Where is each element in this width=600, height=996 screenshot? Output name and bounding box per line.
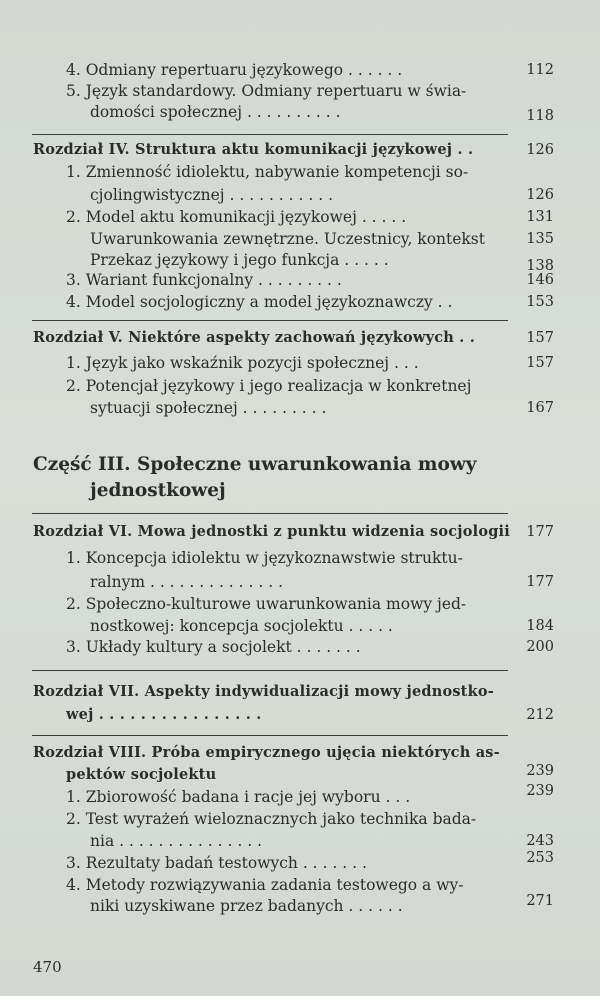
toc-entry-title: 1. Język jako wskaźnik pozycji społecznej . . . bbox=[66, 354, 419, 372]
toc-entry bbox=[0, 268, 600, 292]
toc-entry-page: 167 bbox=[526, 400, 554, 416]
section-rule bbox=[32, 134, 508, 135]
toc-entry-page: 243 bbox=[526, 833, 554, 849]
part-heading-line2: jednostkowej bbox=[90, 480, 226, 501]
chapter-page: 157 bbox=[526, 330, 554, 346]
toc-entry-title: 3. Wariant funkcjonalny . . . . . . . . . bbox=[66, 271, 342, 289]
toc-entry-page: 112 bbox=[526, 62, 554, 78]
toc-entry bbox=[0, 351, 600, 375]
toc-entry bbox=[0, 829, 600, 853]
toc-entry-title: 1. Zmienność idiolektu, nabywanie kompetencji so- bbox=[66, 163, 469, 181]
toc-entry-page: 138 bbox=[526, 258, 554, 274]
toc-entry-title: 1. Koncepcja idiolektu w językoznawstwie struktu- bbox=[66, 549, 463, 567]
toc-entry-page: 184 bbox=[526, 618, 554, 634]
chapter-title: wej . . . . . . . . . . . . . . . . bbox=[66, 706, 262, 723]
toc-entry bbox=[0, 807, 600, 831]
toc-entry bbox=[0, 635, 600, 659]
toc-entry bbox=[0, 205, 600, 229]
toc-entry-page: 157 bbox=[526, 355, 554, 371]
chapter-title: Rozdział VII. Aspekty indywidualizacji mowy jednostko- bbox=[33, 683, 494, 700]
toc-entry bbox=[0, 100, 600, 124]
toc-entry bbox=[0, 851, 600, 875]
toc-entry-page: 253 bbox=[526, 850, 554, 866]
toc-entry-page: 131 bbox=[526, 209, 554, 225]
toc-entry-title: 1. Zbiorowość badana i racje jej wyboru . . . bbox=[66, 788, 411, 806]
chapter-heading bbox=[0, 680, 600, 704]
chapter-heading bbox=[0, 138, 600, 162]
toc-entry-title: ralnym . . . . . . . . . . . . . . bbox=[90, 573, 284, 591]
toc-entry bbox=[0, 160, 600, 184]
toc-entry-page: 153 bbox=[526, 294, 554, 310]
toc-entry-title: sytuacji społecznej . . . . . . . . . bbox=[90, 399, 327, 417]
chapter-page: 126 bbox=[526, 142, 554, 158]
chapter-page: 212 bbox=[526, 707, 554, 723]
toc-entry-title: 5. Język standardowy. Odmiany repertuaru w świa- bbox=[66, 82, 467, 100]
toc-entry-page: 146 bbox=[526, 272, 554, 288]
section-rule bbox=[32, 670, 508, 671]
chapter-title: Rozdział IV. Struktura aktu komunikacji językowej . . bbox=[33, 141, 474, 158]
toc-entry-title: nostkowej: koncepcja socjolektu . . . . . bbox=[90, 617, 393, 635]
chapter-heading bbox=[0, 703, 600, 727]
chapter-title: Rozdział VI. Mowa jednostki z punktu widzenia socjologii bbox=[33, 523, 510, 540]
section-rule bbox=[32, 735, 508, 736]
toc-entry-title: Uwarunkowania zewnętrzne. Uczestnicy, kontekst bbox=[90, 230, 485, 248]
toc-entry bbox=[0, 290, 600, 314]
chapter-title: Rozdział V. Niektóre aspekty zachowań językowych . . bbox=[33, 329, 475, 346]
toc-entry bbox=[0, 570, 600, 594]
section-rule bbox=[32, 320, 508, 321]
chapter-heading bbox=[0, 326, 600, 350]
toc-entry-title: 4. Odmiany repertuaru językowego . . . . . . bbox=[66, 61, 403, 79]
toc-entry-title: 4. Metody rozwiązywania zadania testowego a wy- bbox=[66, 876, 464, 894]
toc-entry-page: 126 bbox=[526, 187, 554, 203]
chapter-heading bbox=[0, 741, 600, 765]
toc-entry bbox=[0, 592, 600, 616]
toc-entry-title: 4. Model socjologiczny a model językoznawczy . . bbox=[66, 293, 453, 311]
toc-entry bbox=[0, 546, 600, 570]
toc-entry bbox=[0, 183, 600, 207]
toc-entry-title: niki uzyskiwane przez badanych . . . . . . bbox=[90, 897, 403, 915]
toc-entry-title: 2. Model aktu komunikacji językowej . . . . . bbox=[66, 208, 407, 226]
chapter-title: pektów socjolektu bbox=[66, 766, 217, 783]
part-heading-line1: Część III. Społeczne uwarunkowania mowy bbox=[33, 454, 477, 475]
toc-entry-page: 239 bbox=[526, 783, 554, 799]
chapter-heading bbox=[0, 520, 600, 544]
toc-entry-title: domości społecznej . . . . . . . . . . bbox=[90, 103, 341, 121]
toc-entry-title: 3. Rezultaty badań testowych . . . . . . . bbox=[66, 854, 367, 872]
toc-entry-title: 2. Test wyrażeń wieloznacznych jako technika bada- bbox=[66, 810, 477, 828]
toc-entry bbox=[0, 785, 600, 809]
toc-entry-title: cjolingwistycznej . . . . . . . . . . . bbox=[90, 186, 334, 204]
toc-entry-page: 177 bbox=[526, 574, 554, 590]
section-rule bbox=[32, 513, 508, 514]
toc-entry-page: 271 bbox=[526, 893, 554, 909]
toc-entry bbox=[0, 396, 600, 420]
chapter-title: Rozdział VIII. Próba empirycznego ujęcia niektórych as- bbox=[33, 744, 500, 761]
chapter-page: 177 bbox=[526, 524, 554, 540]
toc-entry bbox=[0, 374, 600, 398]
toc-entry-title: 2. Społeczno-kulturowe uwarunkowania mowy jed- bbox=[66, 595, 467, 613]
toc-entry-page: 118 bbox=[526, 108, 554, 124]
toc-entry-page: 135 bbox=[526, 231, 554, 247]
toc-entry-title: 3. Układy kultury a socjolekt . . . . . . . bbox=[66, 638, 361, 656]
page-number: 470 bbox=[33, 958, 62, 976]
toc-entry-page: 200 bbox=[526, 639, 554, 655]
toc-entry-title: Przekaz językowy i jego funkcja . . . . . bbox=[90, 251, 389, 269]
chapter-heading bbox=[0, 763, 600, 787]
toc-entry-title: 2. Potencjał językowy i jego realizacja w konkretnej bbox=[66, 377, 472, 395]
toc-entry-title: nia . . . . . . . . . . . . . . . bbox=[90, 832, 262, 850]
chapter-page: 239 bbox=[526, 763, 554, 779]
toc-entry bbox=[0, 894, 600, 918]
